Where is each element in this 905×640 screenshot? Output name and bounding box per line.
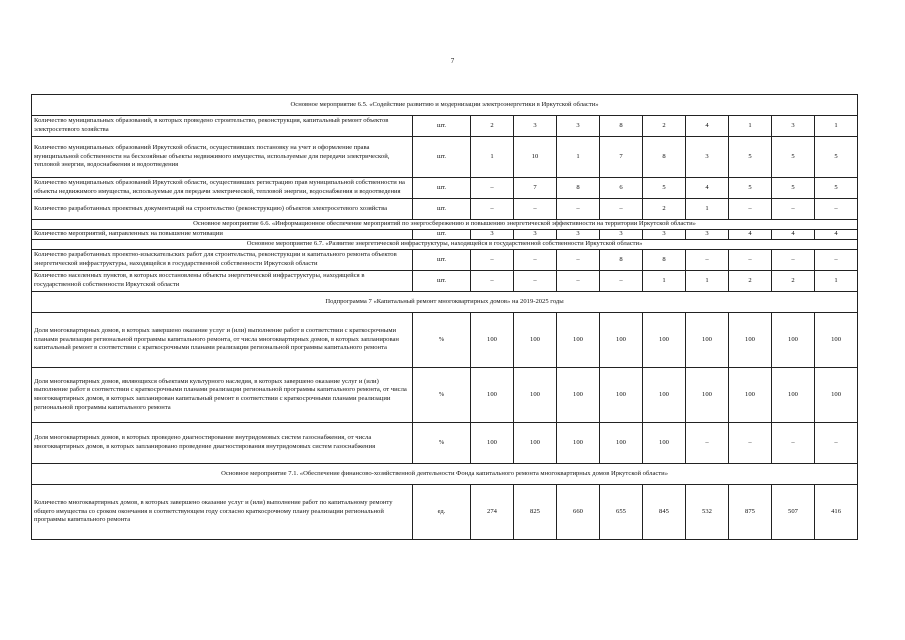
indicator-row (32, 423, 858, 464)
indicator-value: 3 (772, 116, 815, 137)
indicator-value: 7 (514, 178, 557, 199)
indicator-unit: % (413, 423, 471, 464)
indicator-value: 5 (729, 178, 772, 199)
indicator-value: 100 (643, 368, 686, 423)
indicator-name: Количество разработанных проектных документаций на строительство (реконструкцию) объектов электросетевого хозяйства (32, 199, 413, 220)
indicator-value: 1 (686, 271, 729, 292)
indicator-unit: шт. (413, 137, 471, 178)
indicator-value: 100 (729, 313, 772, 368)
section-title: Основное мероприятие 6.5. «Содействие развитию и модернизации электроэнергетики в Иркутской области» (32, 95, 858, 116)
indicator-value: – (686, 250, 729, 271)
indicator-value: – (729, 199, 772, 220)
indicator-value: 1 (729, 116, 772, 137)
indicator-value: 1 (471, 137, 514, 178)
indicator-unit: ед. (413, 485, 471, 540)
indicator-value: 2 (643, 116, 686, 137)
indicator-value: 825 (514, 485, 557, 540)
indicator-value: 660 (557, 485, 600, 540)
indicator-unit: шт. (413, 250, 471, 271)
indicator-value: 3 (600, 230, 643, 240)
section-header-row (32, 95, 858, 116)
indicator-name: Количество многоквартирных домов, в которых завершено оказание услуг и (или) выполнение работ по капитальному ремонту общего имущества со сроком окончания в соответствующем году согласно краткосрочному плану реализации региональной программы капитального ремонта (32, 485, 413, 540)
indicator-value: – (772, 423, 815, 464)
indicator-value: – (815, 250, 858, 271)
indicator-value: 1 (815, 271, 858, 292)
page-number: 7 (450, 57, 455, 65)
indicator-value: 100 (514, 313, 557, 368)
indicator-row (32, 230, 858, 240)
indicator-value: – (557, 250, 600, 271)
indicator-value: 100 (557, 423, 600, 464)
section-title: Основное мероприятие 7.1. «Обеспечение финансово-хозяйственной деятельности Фонда капитального ремонта многоквартирных домов Иркутской области» (32, 464, 858, 485)
indicator-unit: % (413, 313, 471, 368)
indicator-unit: шт. (413, 199, 471, 220)
indicator-value: 4 (815, 230, 858, 240)
indicator-value: 5 (815, 137, 858, 178)
indicator-value: 1 (686, 199, 729, 220)
indicator-value: 274 (471, 485, 514, 540)
indicator-value: 100 (514, 368, 557, 423)
indicator-value: 6 (600, 178, 643, 199)
indicator-row (32, 271, 858, 292)
indicator-value: 3 (514, 230, 557, 240)
indicator-value: 2 (729, 271, 772, 292)
indicator-value: 100 (471, 423, 514, 464)
indicator-value: 100 (557, 313, 600, 368)
indicator-value: – (557, 199, 600, 220)
indicator-value: 875 (729, 485, 772, 540)
indicator-value: 5 (772, 137, 815, 178)
indicator-value: – (729, 423, 772, 464)
indicator-value: 8 (600, 250, 643, 271)
indicator-row (32, 313, 858, 368)
indicator-value: 3 (471, 230, 514, 240)
section-title: Основное мероприятие 6.6. «Информационное обеспечение мероприятий по энергосбережению и повышению энергетической эффективности на территории Иркутской области» (32, 220, 858, 230)
indicator-value: 100 (772, 313, 815, 368)
indicator-value: – (729, 250, 772, 271)
indicator-value: 1 (643, 271, 686, 292)
indicator-value: 10 (514, 137, 557, 178)
indicator-row (32, 368, 858, 423)
indicator-value: – (514, 271, 557, 292)
section-title: Основное мероприятие 6.7. «Развитие энергетической инфраструктуры, находящейся в государственной собственности Иркутской области» (32, 240, 858, 250)
indicator-value: 100 (471, 368, 514, 423)
indicator-value: 100 (600, 423, 643, 464)
indicator-value: – (600, 271, 643, 292)
section-title: Подпрограмма 7 «Капитальный ремонт многоквартирных домов» на 2019-2025 годы (32, 292, 858, 313)
indicator-value: 1 (557, 137, 600, 178)
indicator-value: 532 (686, 485, 729, 540)
indicator-value: 5 (643, 178, 686, 199)
indicator-value: 2 (772, 271, 815, 292)
indicator-unit: % (413, 368, 471, 423)
indicator-value: – (514, 199, 557, 220)
indicator-row (32, 116, 858, 137)
indicator-value: – (686, 423, 729, 464)
indicator-row (32, 250, 858, 271)
indicator-value: 5 (772, 178, 815, 199)
indicator-value: 1 (815, 116, 858, 137)
indicator-name: Количество муниципальных образований Иркутской области, осуществивших регистрацию прав муниципальной собственности на объекты недвижимого имущества, используемые для передачи электрической, тепловой энергии, водоснабжения и водоотведения (32, 178, 413, 199)
indicator-value: 8 (600, 116, 643, 137)
indicator-value: 100 (643, 313, 686, 368)
indicator-value: 100 (686, 368, 729, 423)
indicator-value: – (471, 250, 514, 271)
indicator-value: 4 (686, 178, 729, 199)
indicator-row (32, 485, 858, 540)
indicator-value: – (815, 199, 858, 220)
indicator-value: 3 (557, 230, 600, 240)
indicator-value: – (772, 250, 815, 271)
indicator-value: 100 (514, 423, 557, 464)
section-header-row (32, 464, 858, 485)
indicator-value: 507 (772, 485, 815, 540)
section-header-row (32, 220, 858, 230)
indicator-value: – (471, 199, 514, 220)
indicator-value: 4 (686, 116, 729, 137)
indicator-name: Количество населенных пунктов, в которых восстановлены объекты энергетической инфраструктуры, находящейся в государственной собственности Иркутской области (32, 271, 413, 292)
indicator-value: 4 (772, 230, 815, 240)
indicator-value: 100 (815, 368, 858, 423)
indicator-value: 3 (686, 137, 729, 178)
indicator-value: 655 (600, 485, 643, 540)
indicator-value: 416 (815, 485, 858, 540)
indicator-value: 3 (514, 116, 557, 137)
indicator-value: 100 (600, 368, 643, 423)
indicators-table (31, 94, 858, 540)
indicator-unit: шт. (413, 271, 471, 292)
indicator-value: – (471, 178, 514, 199)
indicator-row (32, 178, 858, 199)
indicator-value: 2 (471, 116, 514, 137)
indicator-unit: шт. (413, 230, 471, 240)
indicator-value: 8 (643, 137, 686, 178)
indicator-name: Доля многоквартирных домов, в которых проведено диагностирование внутридомовых систем газоснабжения, от числа многоквартирных домов, в которых запланировано проведение диагностирования внутридомовых систем газоснабжения (32, 423, 413, 464)
section-header-row (32, 292, 858, 313)
indicator-name: Доля многоквартирных домов, в которых завершено оказание услуг и (или) выполнение работ в соответствии с краткосрочными планами реализации региональной программы капитального ремонта, от числа многоквартирных домов, в которых запланирован капитальный ремонт в соответствии с краткосрочными планами реализации региональной программы капитального ремонта (32, 313, 413, 368)
indicator-name: Количество мероприятий, направленных на повышение мотивации (32, 230, 413, 240)
indicator-value: 100 (772, 368, 815, 423)
indicator-value: 100 (471, 313, 514, 368)
indicator-value: – (514, 250, 557, 271)
indicator-value: 100 (557, 368, 600, 423)
indicator-value: 2 (643, 199, 686, 220)
indicator-value: – (815, 423, 858, 464)
indicator-value: 7 (600, 137, 643, 178)
indicator-name: Количество муниципальных образований, в которых проведено строительство, реконструкция, капитальный ремонт объектов электросетевого хозяйства (32, 116, 413, 137)
indicator-value: 5 (815, 178, 858, 199)
indicator-value: 4 (729, 230, 772, 240)
indicator-value: 100 (815, 313, 858, 368)
indicator-value: – (471, 271, 514, 292)
section-header-row (32, 240, 858, 250)
indicator-name: Количество разработанных проектно-изыскательских работ для строительства, реконструкции и капитального ремонта объектов энергетической инфраструктуры, находящейся в государственной собственности Иркутской области (32, 250, 413, 271)
indicator-value: 8 (643, 250, 686, 271)
indicator-value: 100 (729, 368, 772, 423)
indicator-row (32, 137, 858, 178)
indicator-value: 845 (643, 485, 686, 540)
indicator-row (32, 199, 858, 220)
indicator-name: Количество муниципальных образований Иркутской области, осуществивших постановку на учет и оформление права муниципальной собственности на бесхозяйные объекты недвижимого имущества, используемые для передачи электрической, тепловой энергии, водоснабжения и водоотведения (32, 137, 413, 178)
indicator-value: 5 (729, 137, 772, 178)
indicator-value: 3 (557, 116, 600, 137)
indicator-value: – (772, 199, 815, 220)
indicator-value: 100 (686, 313, 729, 368)
indicator-value: 3 (686, 230, 729, 240)
indicator-unit: шт. (413, 178, 471, 199)
indicator-value: – (600, 199, 643, 220)
indicator-value: – (557, 271, 600, 292)
indicator-value: 3 (643, 230, 686, 240)
indicator-value: 100 (643, 423, 686, 464)
indicator-value: 100 (600, 313, 643, 368)
indicator-value: 8 (557, 178, 600, 199)
indicator-unit: шт. (413, 116, 471, 137)
indicator-name: Доля многоквартирных домов, являющихся объектами культурного наследия, в которых завершено оказание услуг и (или) выполнение работ в соответствии с краткосрочными планами реализации региональной программы капитального ремонта, от числа многоквартирных домов, в которых запланирован капитальный ремонт в соответствии с краткосрочными планами реализации региональной программы капитального ремонта (32, 368, 413, 423)
